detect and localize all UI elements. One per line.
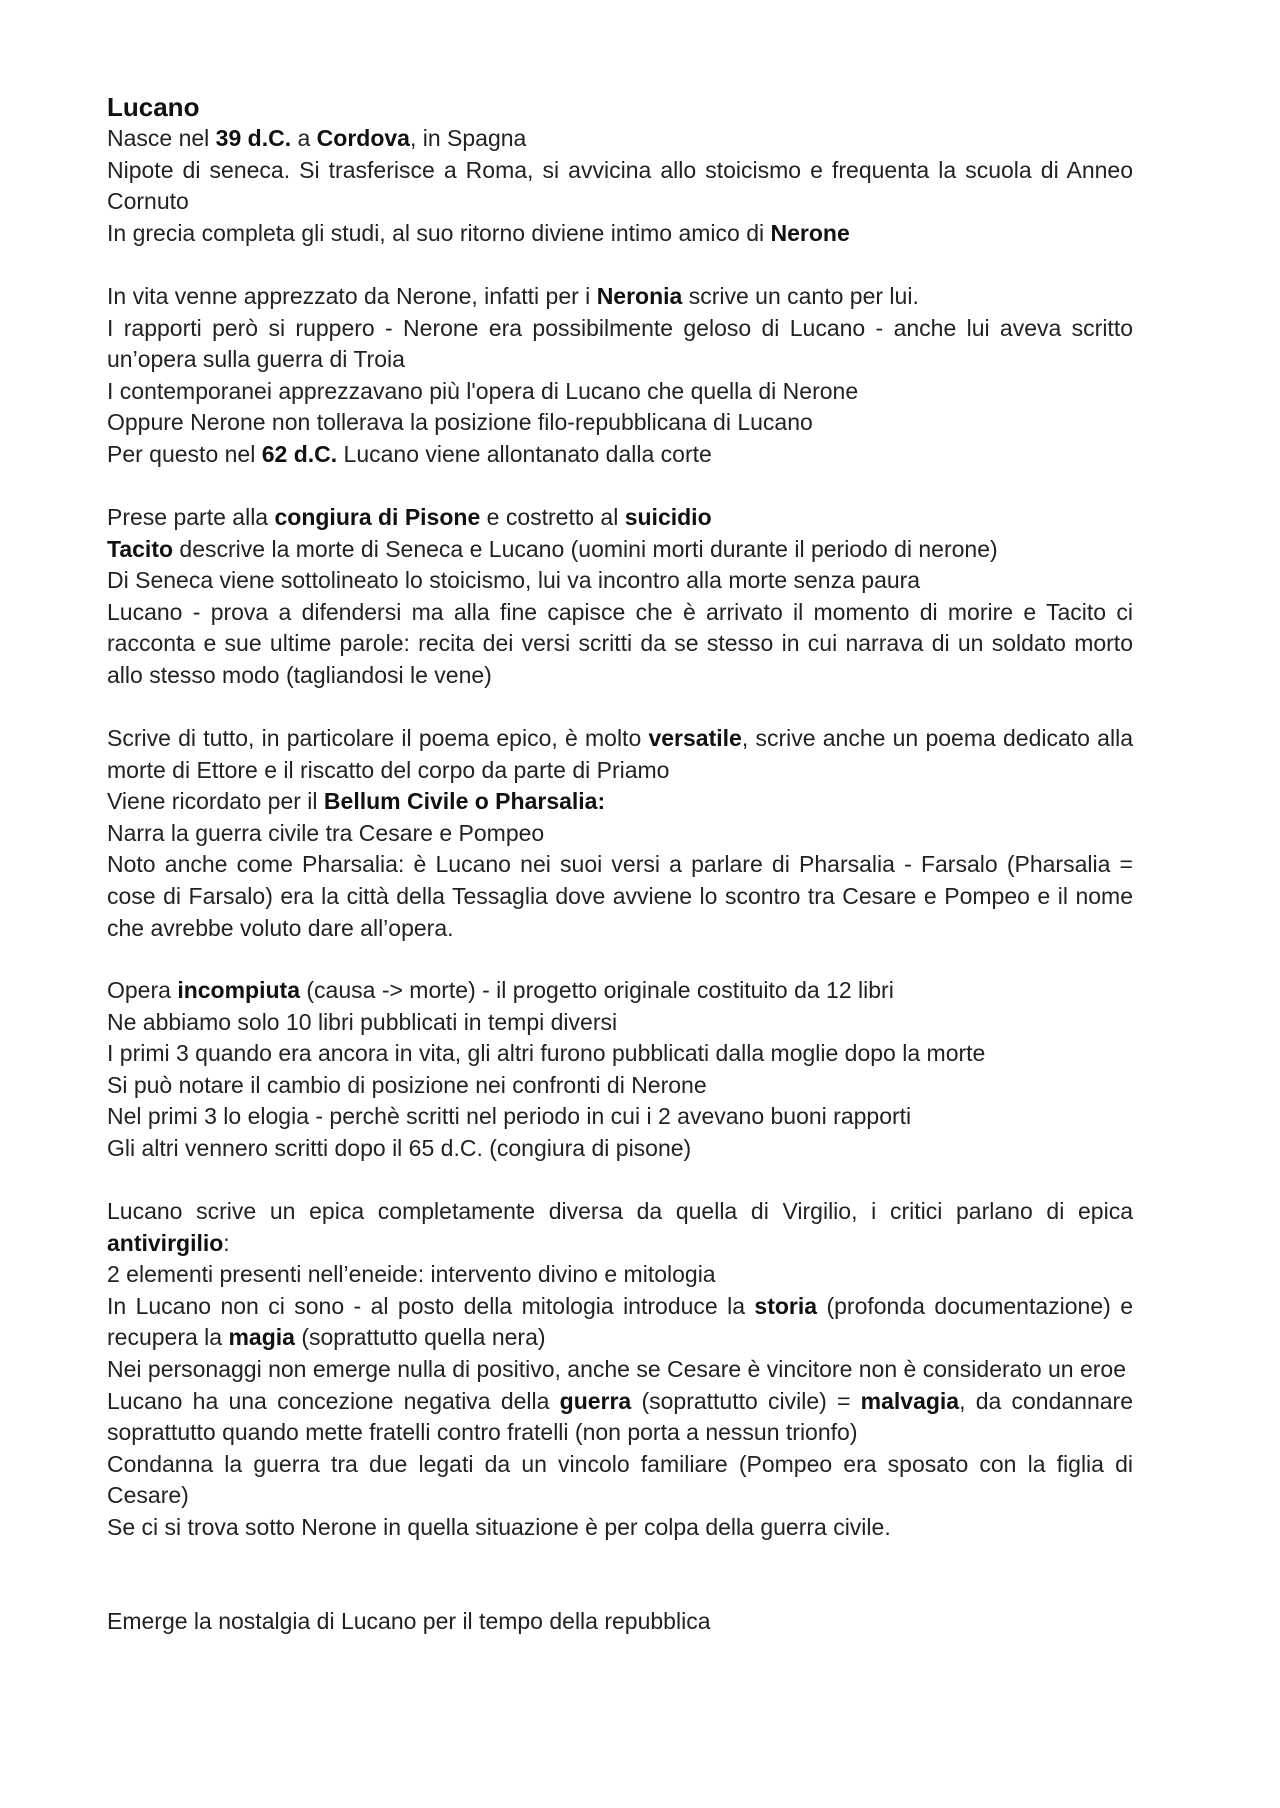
bold-term: malvagia <box>860 1387 960 1414</box>
text-span: (soprattutto civile) = <box>631 1387 861 1414</box>
text-line: Nel primi 3 lo elogia - perchè scritti nel periodo in cui i 2 avevano buoni rapporti <box>107 1103 912 1130</box>
text-span: Lucano scrive un epica completamente diversa da quella di Virgilio, i critici parlano di epica <box>107 1198 1133 1224</box>
bold-term: guerra <box>559 1387 632 1414</box>
text-line: Si può notare il cambio di posizione nei confronti di Nerone <box>107 1071 707 1098</box>
bold-term: Cordova <box>316 125 410 151</box>
paragraph-nerone <box>107 281 1133 471</box>
bold-term: storia <box>754 1292 818 1319</box>
text-line: I contemporanei apprezzavano più l'opera di Lucano che quella di Nerone <box>107 377 859 404</box>
text-span: Opera <box>107 977 178 1003</box>
text-span: e costretto al <box>480 504 625 530</box>
bold-term: incompiuta <box>177 977 300 1003</box>
text-line <box>107 218 1133 250</box>
bold-term: congiura di Pisone <box>274 504 481 530</box>
text-line <box>107 1386 1133 1449</box>
bold-term: 62 d.C. <box>261 440 338 467</box>
bold-term: Neronia <box>596 283 683 309</box>
text-line <box>107 281 1133 313</box>
text-line: Ne abbiamo solo 10 libri pubblicati in tempi diversi <box>107 1008 618 1035</box>
bold-term: suicidio <box>624 504 712 530</box>
text-span: scrive un canto per lui. <box>682 283 919 309</box>
paragraph-conclusion <box>107 1606 1133 1638</box>
text-line <box>107 723 1133 786</box>
text-line <box>107 534 1133 566</box>
text-line <box>107 975 1133 1007</box>
text-line: Condanna la guerra tra due legati da un vincolo familiare (Pompeo era sposato con la figlia di Cesare) <box>107 1450 1133 1509</box>
bold-term: antivirgilio <box>107 1229 224 1256</box>
document-title: Lucano <box>107 92 200 122</box>
text-span: (causa -> morte) - il progetto originale costituito da 12 libri <box>300 977 894 1003</box>
text-line <box>107 123 1133 155</box>
text-span: Lucano viene allontanato dalla corte <box>337 440 712 467</box>
text-line <box>107 1196 1133 1259</box>
bold-term: Tacito <box>107 535 174 562</box>
text-line: Noto anche come Pharsalia: è Lucano nei suoi versi a parlare di Pharsalia - Farsalo (Pharsalia = cose di Farsalo) era la città della Tessaglia dove avviene lo scontro tra Cesare e Pompeo e il nome che avrebbe voluto dare all’opera. <box>107 851 1133 941</box>
text-span: a <box>291 125 317 151</box>
text-line: Oppure Nerone non tollerava la posizione filo-repubblicana di Lucano <box>107 409 813 436</box>
paragraph-antivirgilio <box>107 1196 1133 1544</box>
text-line: Nipote di seneca. Si trasferisce a Roma, si avvicina allo stoicismo e frequenta la scuola di Anneo Cornuto <box>107 156 1133 215</box>
bold-term: Bellum Civile o Pharsalia: <box>323 788 606 815</box>
text-span: In Lucano non ci sono - al posto della mitologia introduce la <box>107 1292 755 1319</box>
paragraph-congiura <box>107 502 1133 692</box>
bold-term: 39 d.C. <box>215 125 292 151</box>
text-span: Per questo nel <box>107 440 262 467</box>
text-line: Di Seneca viene sottolineato lo stoicismo, lui va incontro alla morte senza paura <box>107 567 921 594</box>
text-line: Nei personaggi non emerge nulla di positivo, anche se Cesare è vincitore non è considerato un eroe <box>107 1355 1127 1382</box>
bold-term: magia <box>228 1324 295 1351</box>
text-line <box>107 502 1133 534</box>
text-span: In vita venne apprezzato da Nerone, infatti per i <box>107 283 597 309</box>
text-span: Lucano ha una concezione negativa della <box>107 1387 560 1414</box>
text-span: , in Spagna <box>409 125 527 151</box>
text-span: In grecia completa gli studi, al suo ritorno diviene intimo amico di <box>107 219 771 246</box>
text-line <box>107 439 1133 471</box>
text-span: , da condannare soprattutto quando mette fratelli contro fratelli (non porta a nessun trionfo) <box>107 1387 1134 1446</box>
text-span: , scrive anche un poema dedicato alla morte di Ettore e il riscatto del corpo da parte di Priamo <box>107 725 1133 783</box>
text-line: I rapporti però si ruppero - Nerone era possibilmente geloso di Lucano - anche lui aveva scritto un’opera sulla guerra di Troia <box>107 314 1133 373</box>
paragraph-birth <box>107 123 1133 249</box>
text-line: Gli altri vennero scritti dopo il 65 d.C. (congiura di pisone) <box>107 1134 692 1161</box>
bold-term: Nerone <box>770 219 850 246</box>
text-span: Viene ricordato per il <box>107 788 324 815</box>
text-line: I primi 3 quando era ancora in vita, gli altri furono pubblicati dalla moglie dopo la morte <box>107 1040 986 1067</box>
text-span: Nasce nel <box>107 125 216 151</box>
text-line: Emerge la nostalgia di Lucano per il tempo della repubblica <box>107 1608 711 1634</box>
text-span: descrive la morte di Seneca e Lucano (uomini morti durante il periodo di nerone) <box>173 535 998 562</box>
text-line: 2 elementi presenti nell’eneide: intervento divino e mitologia <box>107 1261 716 1288</box>
text-line: Narra la guerra civile tra Cesare e Pompeo <box>107 819 545 846</box>
text-span: Prese parte alla <box>107 504 275 530</box>
text-span: (soprattutto quella nera) <box>294 1324 546 1351</box>
text-span: Scrive di tutto, in particolare il poema epico, è molto <box>107 725 649 751</box>
text-line <box>107 786 1133 818</box>
text-line: Lucano - prova a difendersi ma alla fine capisce che è arrivato il momento di morire e Tacito ci racconta e sue ultime parole: recita dei versi scritti da se stesso in cui narrava di un soldato morto allo stesso modo (tagliandosi le vene) <box>107 598 1133 688</box>
text-span: : <box>223 1229 230 1256</box>
text-span: (profonda documentazione) e recupera la <box>107 1292 1133 1351</box>
text-line <box>107 1291 1133 1354</box>
text-line: Se ci si trova sotto Nerone in quella situazione è per colpa della guerra civile. <box>107 1513 891 1540</box>
paragraph-incompiuta <box>107 975 1133 1165</box>
paragraph-opere <box>107 723 1133 944</box>
bold-term: versatile <box>648 725 742 751</box>
